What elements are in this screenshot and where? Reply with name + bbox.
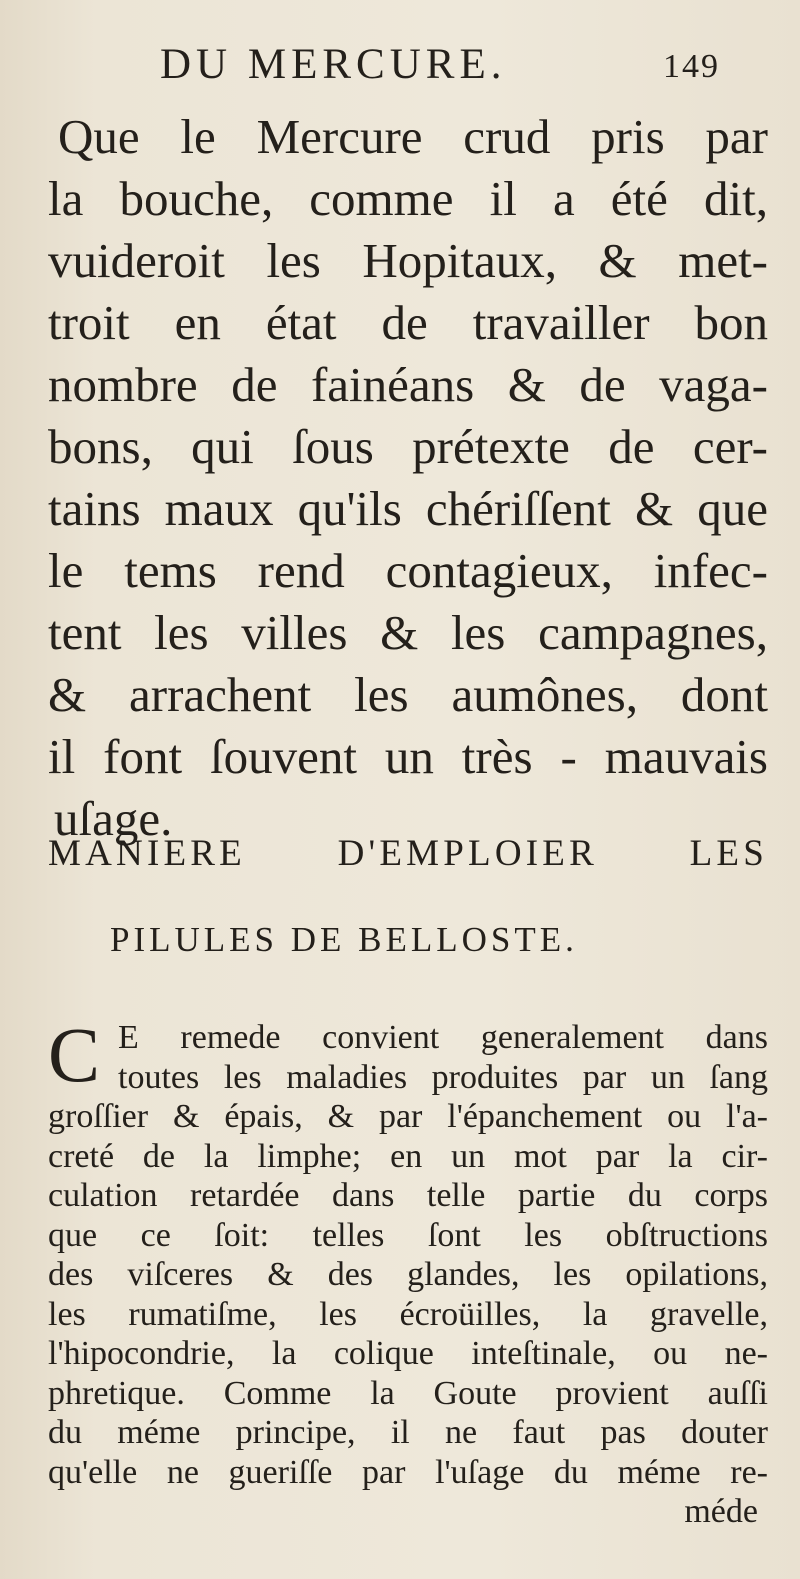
section-paragraph [48, 1011, 768, 1532]
text-line: E remede convient generalement dans [118, 1019, 768, 1056]
text-line: des viſceres & des glandes, les opilations, [48, 1256, 768, 1293]
section-heading-line1: MANIERE D'EMPLOIER LES [48, 833, 768, 874]
text-line: il font ſouvent un très - mauvais [48, 729, 768, 784]
text-line: du méme principe, il ne faut pas douter [48, 1414, 768, 1451]
text-line: uſage. [54, 791, 173, 846]
text-line: que ce ſoit: telles ſont les obſtructions [48, 1216, 768, 1254]
text-line: toutes les maladies produites par un ſang [118, 1058, 768, 1096]
catchword: méde [684, 1493, 758, 1530]
text-line: qu'elle ne gueriſſe par l'uſage du méme re- [48, 1453, 768, 1491]
running-head [160, 40, 720, 89]
text-line: l'hipocondrie, la colique inteſtinale, ou ne- [48, 1335, 768, 1372]
text-line: le tems rend contagieux, infec- [48, 543, 768, 598]
text-line: bons, qui ſous prétexte de cer- [48, 419, 768, 474]
text-line: nombre de fainéans & de vaga- [48, 357, 768, 412]
text-line: groſſier & épais, & par l'épanchement ou l'a- [48, 1098, 768, 1135]
text-line: phretique. Comme la Goute provient auſſi [48, 1374, 768, 1412]
text-line: & arrachent les aumônes, dont [48, 667, 768, 722]
paragraph-continued [48, 106, 768, 850]
drop-cap: C [48, 1011, 101, 1098]
text-line: culation retardée dans telle partie du corps [48, 1177, 768, 1214]
text-line: tent les villes & les campagnes, [48, 605, 768, 660]
running-title: DU MERCURE. [160, 41, 507, 88]
page-number: 149 [663, 48, 720, 85]
text-line: troit en état de travailler bon [48, 295, 768, 350]
section-heading-line2: PILULES DE BELLOSTE. [110, 920, 578, 959]
text-line: Que le Mercure crud pris par [58, 109, 768, 164]
text-line: tains maux qu'ils chériſſent & que [48, 481, 768, 536]
text-line: vuideroit les Hopitaux, & met- [48, 233, 768, 288]
text-line: les rumatiſme, les écroüilles, la gravelle, [48, 1295, 768, 1333]
text-line: la bouche, comme il a été dit, [48, 171, 768, 226]
text-line: creté de la limphe; en un mot par la cir- [48, 1137, 768, 1175]
